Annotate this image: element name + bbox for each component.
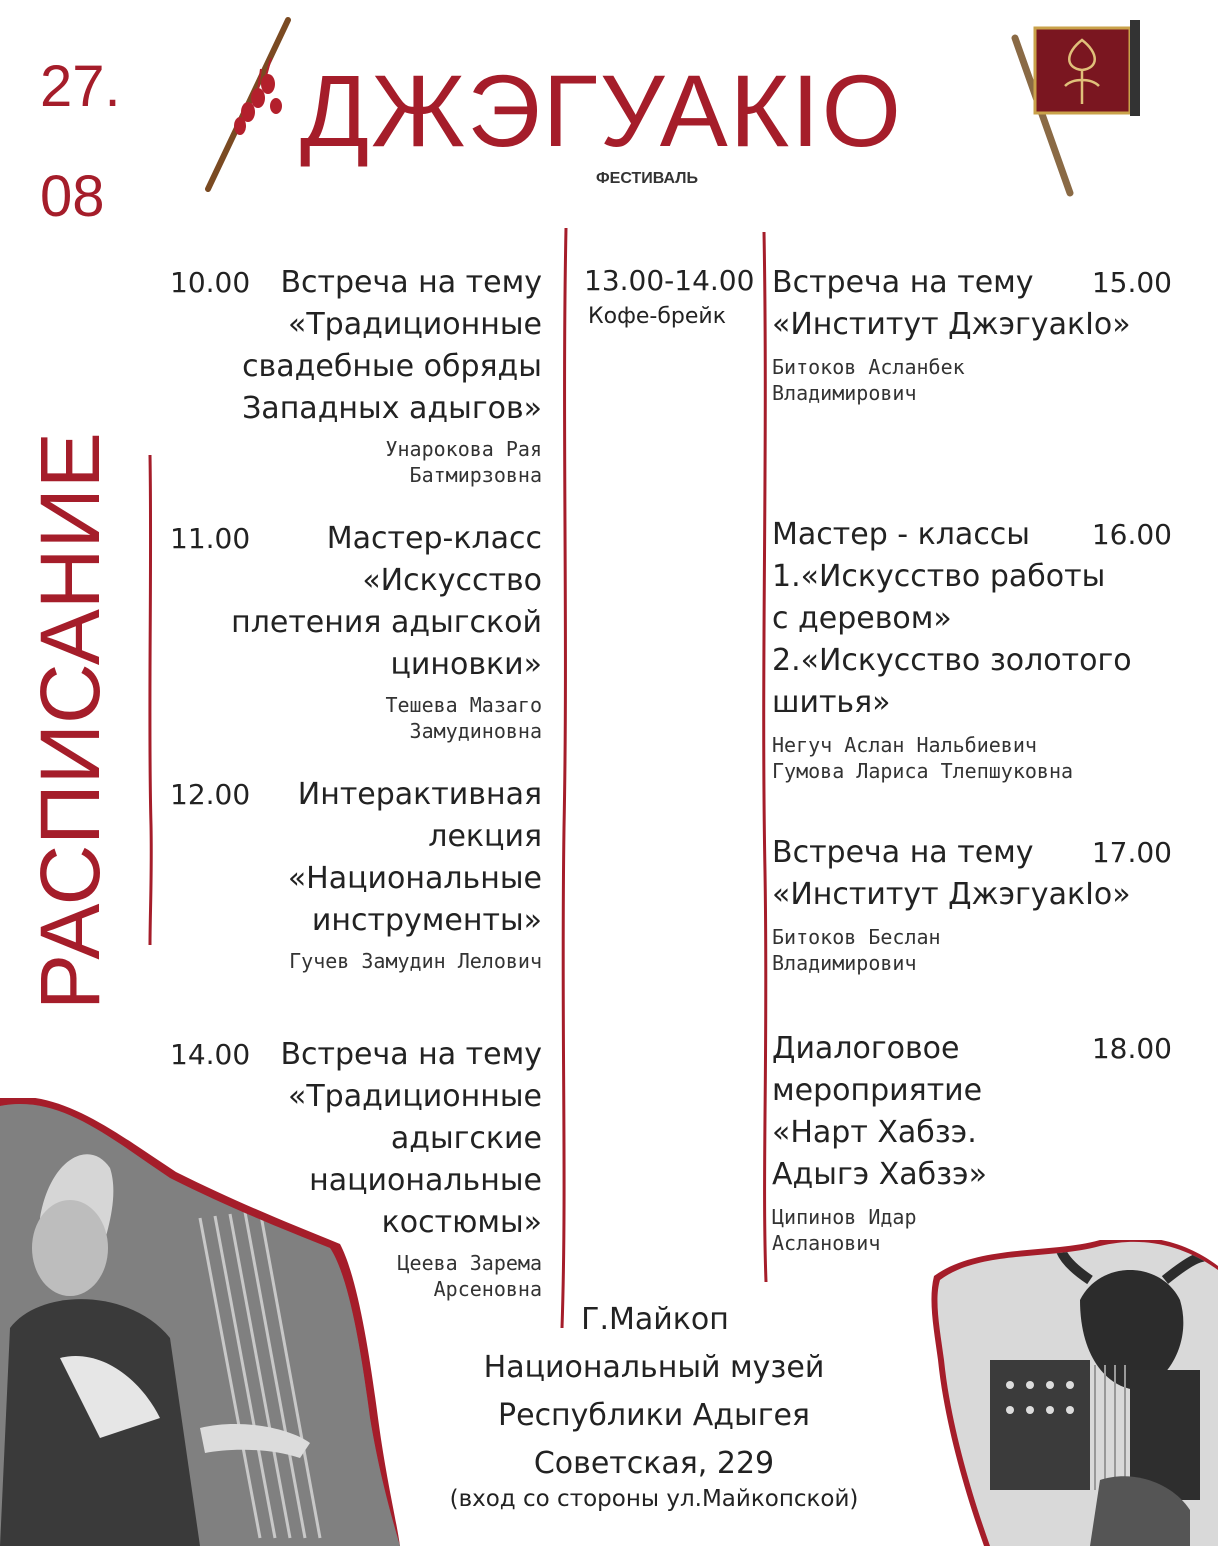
event-speaker — [772, 924, 1172, 976]
speaker-line: Ципинов Идар — [772, 1205, 917, 1229]
event-speaker — [170, 692, 542, 744]
column-divider-left — [552, 228, 576, 1338]
event-time: 14.00 — [170, 1038, 251, 1071]
date-month: 08 — [40, 164, 105, 229]
event-speaker — [170, 436, 542, 488]
event-line: костюмы» — [381, 1205, 542, 1240]
event-line: Диалоговое — [772, 1031, 960, 1066]
event-line: Мастер - классы — [772, 517, 1030, 552]
event-line: лекция — [428, 819, 542, 854]
event-line: свадебные обряды — [242, 349, 542, 384]
weaver-woman-photo — [0, 1098, 400, 1546]
schedule-label: РАСПИСАНИЕ — [23, 432, 117, 1010]
event-line: «Нарт Хабзэ. — [772, 1115, 977, 1150]
event-line: Западных адыгов» — [242, 391, 542, 426]
event-line: инструменты» — [311, 903, 542, 938]
venue-note: (вход со стороны ул.Майкопской) — [449, 1486, 859, 1512]
event-line: Встреча на тему — [772, 835, 1034, 870]
event-line: 2.«Искусство золотого — [772, 643, 1132, 678]
event-time: 11.00 — [170, 522, 251, 555]
speaker-line: Гучев Замудин Лелович — [289, 949, 542, 973]
event-line: «Институт ДжэгуакІо» — [772, 307, 1131, 342]
event-time: 18.00 — [1091, 1032, 1172, 1065]
event-line: «Традиционные — [288, 307, 542, 342]
event-line: циновки» — [390, 647, 542, 682]
event-line: национальные — [309, 1163, 542, 1198]
rattle-stick-icon — [196, 14, 306, 194]
event-line: с деревом» — [772, 601, 952, 636]
event-speaker — [170, 948, 542, 974]
right-event-1 — [772, 262, 1172, 406]
event-time: 15.00 — [1091, 266, 1172, 299]
event-time: 10.00 — [170, 266, 251, 299]
speaker-line: Негуч Аслан Нальбиевич — [772, 733, 1037, 757]
speaker-line: Цеева Зарема — [397, 1251, 542, 1275]
accordion-player-photo — [930, 1240, 1218, 1546]
right-event-2 — [772, 514, 1172, 784]
speaker-line: Владимирович — [772, 951, 917, 975]
venue-line: Республики Адыгея — [498, 1398, 810, 1433]
speaker-line: Тешева Мазаго — [385, 693, 542, 717]
event-line: Встреча на тему — [772, 265, 1034, 300]
speaker-line: Битоков Асланбек — [772, 355, 965, 379]
event-time: 12.00 — [170, 778, 251, 811]
break-time: 13.00-14.00 — [584, 264, 755, 297]
event-line: «Искусство — [362, 563, 542, 598]
speaker-line: Асланович — [772, 1231, 881, 1255]
event-line: Встреча на тему — [280, 265, 542, 300]
left-event-1 — [170, 262, 542, 488]
event-line: «Национальные — [287, 861, 542, 896]
speaker-line: Владимирович — [772, 381, 917, 405]
venue-line: Советская, 229 — [533, 1446, 775, 1481]
speaker-line: Замудиновна — [409, 719, 542, 743]
festival-title: ДЖЭГУАКІО — [300, 54, 903, 168]
venue-line: Национальный музей — [483, 1350, 825, 1385]
venue-address — [404, 1344, 904, 1488]
event-line: адыгские — [390, 1121, 542, 1156]
venue-city: Г.Майкоп — [581, 1302, 729, 1337]
event-line: плетения адыгской — [231, 605, 542, 640]
event-line: 1.«Искусство работы — [772, 559, 1106, 594]
event-line: Адыгэ Хабзэ» — [772, 1157, 987, 1192]
left-event-2 — [170, 518, 542, 744]
schedule-label-line — [140, 455, 160, 945]
event-line: Мастер-класс — [326, 521, 542, 556]
event-line: мероприятие — [772, 1073, 983, 1108]
event-speaker — [772, 732, 1172, 784]
left-event-3 — [170, 774, 542, 974]
event-line: «Институт ДжэгуакІо» — [772, 877, 1131, 912]
break-label: Кофе-брейк — [588, 304, 727, 329]
speaker-line: Арсеновна — [433, 1277, 542, 1301]
festival-subtitle: ФЕСТИВАЛЬ — [596, 170, 698, 187]
event-time: 16.00 — [1091, 518, 1172, 551]
event-line: Встреча на тему — [280, 1037, 542, 1072]
event-line: шитья» — [772, 685, 891, 720]
event-line: Интерактивная — [297, 777, 542, 812]
speaker-line: Гумова Лариса Тлепшуковна — [772, 759, 1074, 783]
event-line: «Традиционные — [288, 1079, 542, 1114]
event-speaker — [772, 354, 1172, 406]
event-time: 17.00 — [1091, 836, 1172, 869]
right-event-3 — [772, 832, 1172, 976]
speaker-line: Унарокова Рая — [385, 437, 542, 461]
banner-staff-icon — [995, 8, 1155, 198]
speaker-line: Битоков Беслан — [772, 925, 941, 949]
speaker-line: Батмирзовна — [409, 463, 542, 487]
right-event-4 — [772, 1028, 1172, 1256]
date-day: 27. — [40, 54, 121, 119]
